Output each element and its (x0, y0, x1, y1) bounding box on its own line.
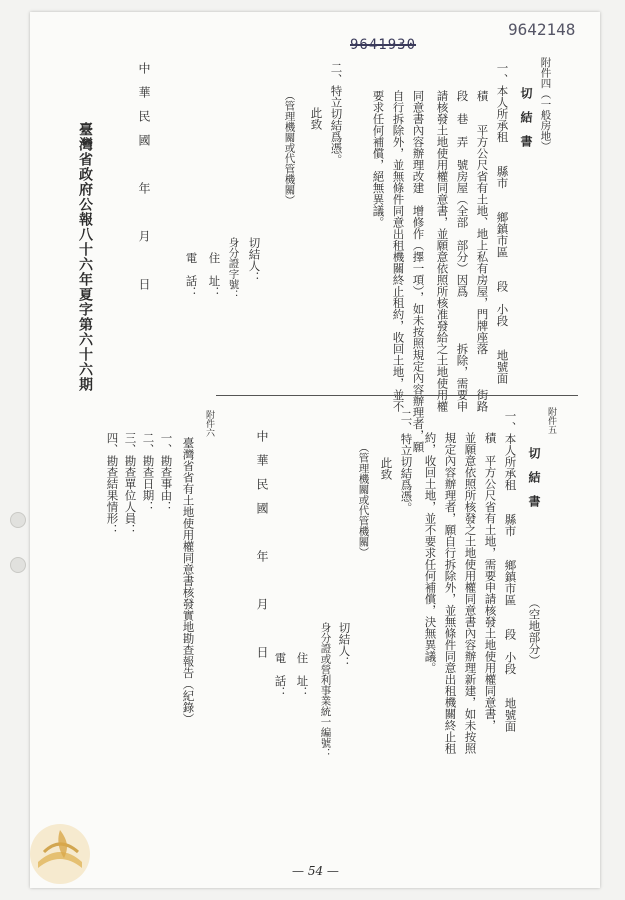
page-number: — 54 — (292, 864, 339, 878)
appendix5-agency: （管理機關或代管機關） (357, 442, 370, 558)
appendix6-item1: 一、勘查事由： (159, 432, 174, 513)
appendix6-item2: 二、勘查日期： (141, 432, 156, 513)
binding-hole (10, 557, 26, 573)
serial-struck: 9641930 (350, 37, 417, 53)
appendix5-to: 此致 (379, 457, 394, 480)
appendix4-label: 附件四（一般房地） (539, 57, 552, 152)
appendix4-agency: （管理機關或代管機關） (283, 90, 296, 206)
gazette-title: 臺灣省政府公報八十六年夏字第六十六期 (77, 122, 93, 392)
appendix5-phone: 電 話： (273, 652, 288, 698)
serial-stamp: 9642148 (508, 20, 576, 39)
section-divider (216, 395, 578, 396)
appendix5-date: 中 華 民 國 年 月 日 (255, 430, 269, 658)
appendix5-subtitle: （空地部分） (527, 597, 542, 666)
appendix4-para2: 二、特立切結爲憑。 (329, 62, 344, 166)
gazette-page (30, 12, 600, 888)
appendix5-signer: 切結人： (337, 622, 352, 668)
appendix4-address: 住 址： (207, 252, 222, 298)
appendix6-item4: 四、勘查結果情形： (105, 432, 120, 536)
appendix5-para1-line5: 約，收回土地，並不要求任何補償，決無異議。 (423, 432, 438, 674)
appendix4-date: 中 華 民 國 年 月 日 (137, 62, 151, 290)
appendix5-para2: 二、特立切結爲憑。 (399, 410, 414, 514)
appendix6-label: 附件六 (204, 410, 214, 437)
appendix4-signer: 切結人： (247, 237, 262, 283)
appendix6-item3: 三、勘查單位人員： (123, 432, 138, 536)
appendix4-para1-line4: 請核發土地使用權同意書，並願意依照所核准發給之土地使用權 (435, 90, 450, 412)
appendix4-para1-line2: 積 平方公尺省有土地、地上私有房屋，門牌座落 街路 (475, 90, 490, 412)
appendix5-title: 切 結 書 (527, 447, 541, 507)
appendix4-para1-line1: 一、本人所承租 縣市 鄉鎮市區 段 小段 地號面 (495, 62, 510, 384)
appendix5-label: 附件五 (546, 407, 556, 434)
appendix4-para1-line5: 同意書內容辦理改建 增修作（擇一項），如未按照規定內容辦理者，願 (411, 90, 426, 453)
appendix5-para1-line2: 積 平方公尺省有土地，需要申請核發土地使用權同意書， (483, 432, 498, 731)
appendix4-to: 此致 (309, 107, 324, 130)
library-logo-icon (20, 812, 110, 892)
appendix5-address: 住 址： (295, 652, 310, 698)
binding-hole (10, 512, 26, 528)
appendix5-para1-line3: 並願意依照所核發之土地使用權同意書內容辦理新建，如未按照 (463, 432, 478, 754)
appendix5-para1-line1: 一、本人所承租 縣市 鄉鎮市區 段 小段 地號面 (503, 410, 518, 732)
appendix4-para1-line3: 段 巷 弄 號房屋（全部 部分）因爲 拆除，需要申 (455, 90, 470, 412)
appendix5-para1-line4: 規定內容辦理者，願自行拆除外，並無條件同意出租機關終止租 (443, 432, 458, 754)
appendix6-title: 臺灣省省有土地使用權同意書核發實地勘查報告（紀錄） (181, 437, 196, 725)
appendix4-id: 身分證字號： (227, 237, 240, 300)
appendix4-title: 切 結 書 (519, 87, 533, 147)
appendix4-para1-line6: 自行拆除外，並無條件同意出租機關終止租約，收回土地，並不 (391, 90, 406, 412)
appendix4-para1-line7: 要求任何補償，絕無異議。 (371, 90, 386, 228)
appendix5-id: 身分證或營利事業統一編號： (319, 622, 332, 759)
appendix4-phone: 電 話： (184, 252, 199, 298)
